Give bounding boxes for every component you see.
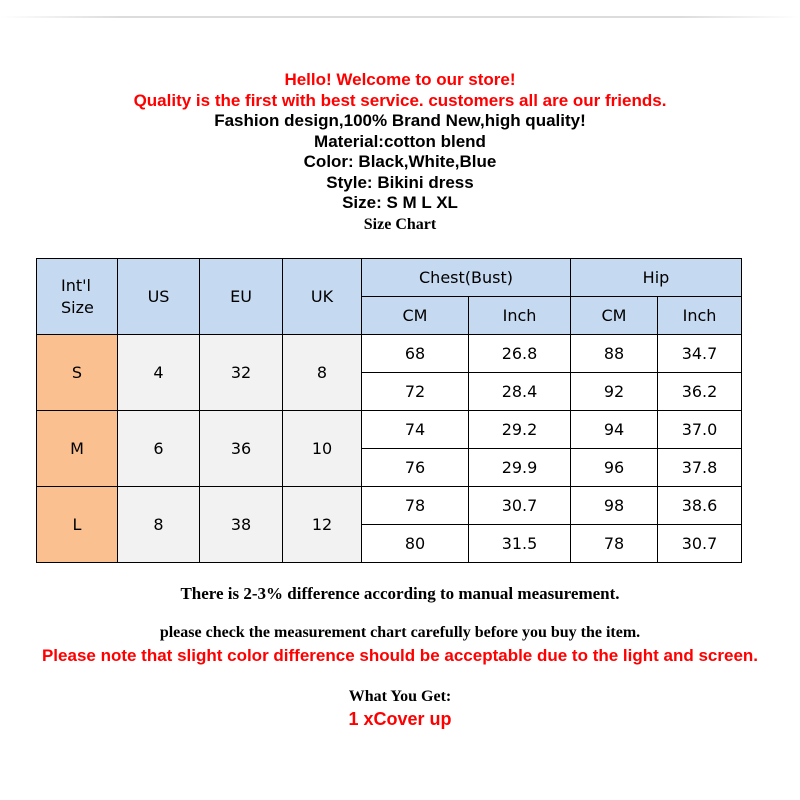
style-line: Style: Bikini dress (326, 172, 474, 192)
chest-inch-cell: 30.7 (469, 487, 571, 525)
header-eu: EU (200, 259, 283, 335)
hip-cm-cell: 88 (571, 335, 658, 373)
header-hip-inch: Inch (658, 297, 742, 335)
chest-cm-cell: 80 (362, 525, 469, 563)
top-divider (0, 16, 800, 18)
header-hip: Hip (571, 259, 742, 297)
header-intl-line1: Int'l (61, 275, 91, 295)
welcome-line: Hello! Welcome to our store! (284, 70, 516, 89)
header-chest-cm: CM (362, 297, 469, 335)
store-header (0, 70, 800, 236)
table-row (37, 411, 742, 449)
chest-cm-cell: 78 (362, 487, 469, 525)
color-line: Color: Black,White,Blue (303, 152, 497, 171)
chest-inch-cell: 31.5 (469, 525, 571, 563)
chest-inch-cell: 29.2 (469, 411, 571, 449)
hip-cm-cell: 94 (571, 411, 658, 449)
header-us: US (118, 259, 200, 335)
hip-inch-cell: 37.0 (658, 411, 742, 449)
chest-inch-cell: 26.8 (469, 335, 571, 373)
header-intl-size (37, 259, 118, 335)
chest-cm-cell: 76 (362, 449, 469, 487)
chest-inch-cell: 28.4 (469, 373, 571, 411)
eu-cell: 36 (200, 411, 283, 487)
header-hip-cm: CM (571, 297, 658, 335)
hip-inch-cell: 34.7 (658, 335, 742, 373)
size-cell: M (37, 411, 118, 487)
header-chest: Chest(Bust) (362, 259, 571, 297)
hip-inch-cell: 36.2 (658, 373, 742, 411)
difference-note: There is 2-3% difference according to manual measurement. (180, 584, 620, 603)
uk-cell: 12 (283, 487, 362, 563)
us-cell: 6 (118, 411, 200, 487)
us-cell: 8 (118, 487, 200, 563)
size-cell: S (37, 335, 118, 411)
header-uk: UK (283, 259, 362, 335)
check-note: please check the measurement chart carefully before you buy the item. (159, 624, 641, 641)
hip-inch-cell: 37.8 (658, 449, 742, 487)
uk-cell: 10 (283, 411, 362, 487)
header-intl-line2: Size (61, 297, 94, 317)
table-row (37, 487, 742, 525)
quality-line: Quality is the first with best service. customers all are our friends. (133, 90, 667, 110)
hip-cm-cell: 78 (571, 525, 658, 563)
hip-cm-cell: 96 (571, 449, 658, 487)
uk-cell: 8 (283, 335, 362, 411)
chest-inch-cell: 29.9 (469, 449, 571, 487)
chest-cm-cell: 68 (362, 335, 469, 373)
header-chest-inch: Inch (469, 297, 571, 335)
hip-cm-cell: 98 (571, 487, 658, 525)
chest-cm-cell: 74 (362, 411, 469, 449)
fashion-line: Fashion design,100% Brand New,high quality! (214, 111, 586, 130)
included-item: 1 xCover up (348, 709, 452, 729)
eu-cell: 32 (200, 335, 283, 411)
hip-inch-cell: 30.7 (658, 525, 742, 563)
us-cell: 4 (118, 335, 200, 411)
chest-cm-cell: 72 (362, 373, 469, 411)
hip-cm-cell: 92 (571, 373, 658, 411)
size-chart-table (36, 258, 742, 563)
material-line: Material:cotton blend (314, 131, 486, 151)
size-line: Size: S M L XL (342, 193, 458, 212)
color-note: Please note that slight color difference should be acceptable due to the light and screen. (41, 646, 759, 665)
table-row (37, 335, 742, 373)
what-you-get-label: What You Get: (348, 688, 452, 705)
size-cell: L (37, 487, 118, 563)
hip-inch-cell: 38.6 (658, 487, 742, 525)
size-chart-title: Size Chart (363, 215, 437, 233)
eu-cell: 38 (200, 487, 283, 563)
